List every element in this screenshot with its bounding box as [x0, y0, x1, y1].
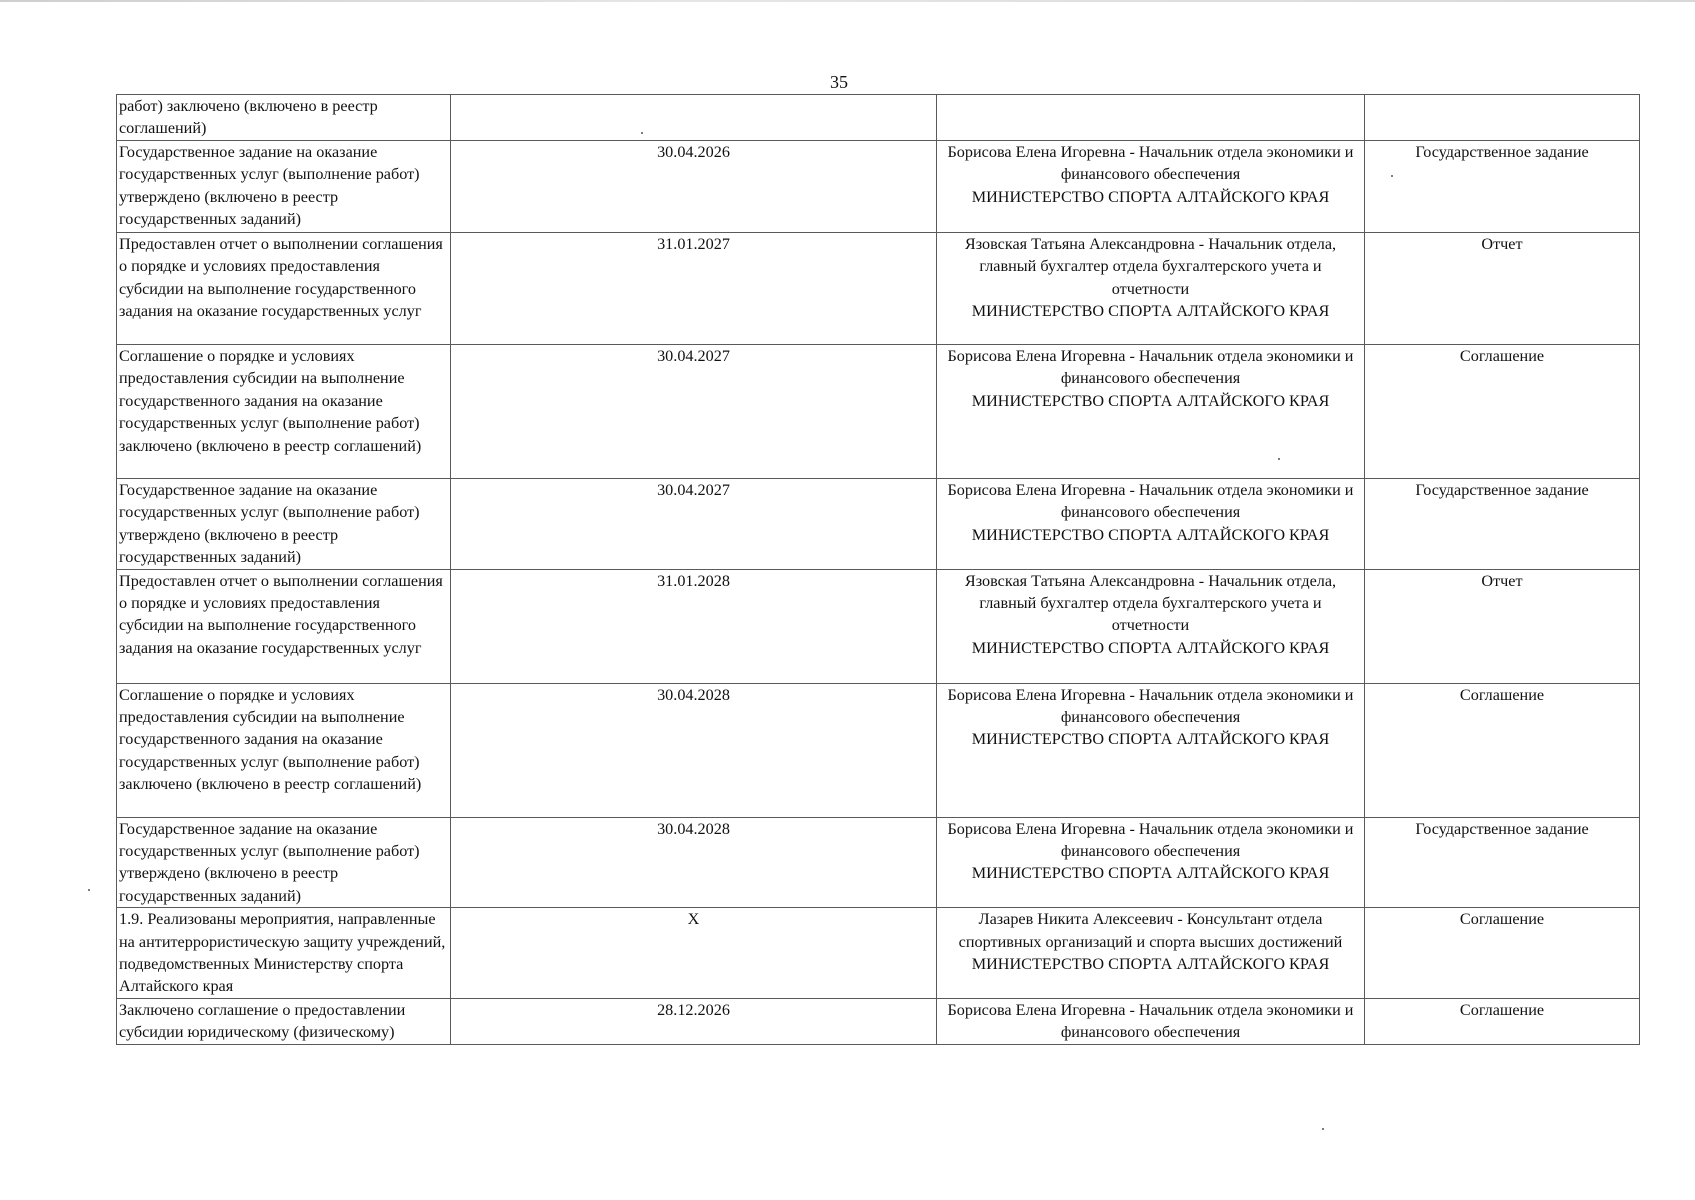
date-cell: 30.04.2026	[451, 141, 937, 233]
document-type-cell: Государственное задание	[1365, 817, 1640, 908]
date-cell: 30.04.2028	[451, 683, 937, 817]
scan-top-edge	[0, 0, 1695, 2]
date-cell: 30.04.2028	[451, 817, 937, 908]
result-cell: Государственное задание на оказание государственных услуг (выполнение работ) утверждено (включено в реестр государственных заданий)	[117, 141, 451, 233]
responsible-cell	[937, 569, 1365, 683]
document-type-cell: Соглашение	[1365, 683, 1640, 817]
scan-speck	[88, 889, 90, 891]
responsible-person: Лазарев Никита Алексеевич - Консультант отдела спортивных организаций и спорта высших достижений	[958, 910, 1343, 951]
responsible-cell	[937, 479, 1365, 570]
responsible-organization: МИНИСТЕРСТВО СПОРТА АЛТАЙСКОГО КРАЯ	[971, 864, 1330, 883]
table-row	[117, 569, 1640, 683]
date-cell: 30.04.2027	[451, 479, 937, 570]
result-cell: Государственное задание на оказание государственных услуг (выполнение работ) утверждено (включено в реестр государственных заданий)	[117, 479, 451, 570]
responsible-organization: МИНИСТЕРСТВО СПОРТА АЛТАЙСКОГО КРАЯ	[971, 187, 1330, 206]
responsible-cell	[937, 95, 1365, 141]
result-cell: Соглашение о порядке и условиях предоставления субсидии на выполнение государственного задания на оказание государственных услуг (выполнение работ) заключено (включено в реестр соглашений)	[117, 683, 451, 817]
scan-speck	[1391, 175, 1393, 177]
document-type-cell: Государственное задание	[1365, 479, 1640, 570]
page-number: 35	[830, 72, 848, 92]
table-row	[117, 908, 1640, 999]
scan-speck	[641, 132, 643, 134]
responsible-cell	[937, 141, 1365, 233]
result-cell: Заключено соглашение о предоставлении субсидии юридическому (физическому)	[117, 998, 451, 1044]
table-row	[117, 141, 1640, 233]
responsible-organization: МИНИСТЕРСТВО СПОРТА АЛТАЙСКОГО КРАЯ	[971, 302, 1330, 321]
result-cell: 1.9. Реализованы мероприятия, направленные на антитеррористическую защиту учреждений, подведомственных Министерству спорта Алтайского края	[117, 908, 451, 999]
document-type-cell	[1365, 95, 1640, 141]
responsible-person: Борисова Елена Игоревна - Начальник отдела экономики и финансового обеспечения	[947, 685, 1354, 727]
scan-speck	[1322, 1128, 1324, 1130]
scan-speck	[1278, 458, 1280, 460]
result-cell: Предоставлен отчет о выполнении соглашения о порядке и условиях предоставления субсидии на выполнение государственного задания на оказание государственных услуг	[117, 569, 451, 683]
date-cell: 30.04.2027	[451, 345, 937, 479]
result-cell: Государственное задание на оказание государственных услуг (выполнение работ) утверждено (включено в реестр государственных заданий)	[117, 817, 451, 908]
responsible-person: Борисова Елена Игоревна - Начальник отдела экономики и финансового обеспечения	[947, 143, 1354, 184]
responsible-cell	[937, 908, 1365, 999]
document-type-cell: Государственное задание	[1365, 141, 1640, 233]
document-type-cell: Соглашение	[1365, 908, 1640, 999]
document-type-cell: Соглашение	[1365, 998, 1640, 1044]
responsible-cell	[937, 233, 1365, 345]
responsible-organization: МИНИСТЕРСТВО СПОРТА АЛТАЙСКОГО КРАЯ	[971, 955, 1330, 974]
responsible-person: Борисова Елена Игоревна - Начальник отдела экономики и финансового обеспечения	[947, 1000, 1354, 1042]
date-cell: 31.01.2028	[451, 569, 937, 683]
date-cell	[451, 95, 937, 141]
date-cell: 31.01.2027	[451, 233, 937, 345]
responsible-cell	[937, 683, 1365, 817]
result-cell: работ) заключено (включено в реестр соглашений)	[117, 95, 451, 141]
result-cell: Соглашение о порядке и условиях предоставления субсидии на выполнение государственного задания на оказание государственных услуг (выполнение работ) заключено (включено в реестр соглашений)	[117, 345, 451, 479]
responsible-organization: МИНИСТЕРСТВО СПОРТА АЛТАЙСКОГО КРАЯ	[971, 638, 1330, 657]
responsible-person: Борисова Елена Игоревна - Начальник отдела экономики и финансового обеспечения	[947, 347, 1354, 388]
table-row	[117, 817, 1640, 908]
responsible-person: Язовская Татьяна Александровна - Начальник отдела, главный бухгалтер отдела бухгалтерского учета и отчетности	[964, 235, 1337, 298]
responsible-organization: МИНИСТЕРСТВО СПОРТА АЛТАЙСКОГО КРАЯ	[971, 525, 1330, 544]
responsible-person: Язовская Татьяна Александровна - Начальник отдела, главный бухгалтер отдела бухгалтерского учета и отчетности	[964, 571, 1337, 635]
responsible-organization: МИНИСТЕРСТВО СПОРТА АЛТАЙСКОГО КРАЯ	[971, 730, 1330, 749]
responsible-organization: МИНИСТЕРСТВО СПОРТА АЛТАЙСКОГО КРАЯ	[971, 391, 1330, 410]
document-type-cell: Отчет	[1365, 233, 1640, 345]
responsible-cell	[937, 817, 1365, 908]
responsible-cell	[937, 345, 1365, 479]
table-row	[117, 479, 1640, 570]
responsible-cell	[937, 998, 1365, 1044]
responsible-person: Борисова Елена Игоревна - Начальник отдела экономики и финансового обеспечения	[947, 819, 1354, 861]
table-row	[117, 998, 1640, 1044]
responsible-person: Борисова Елена Игоревна - Начальник отдела экономики и финансового обеспечения	[947, 481, 1354, 522]
date-cell: X	[451, 908, 937, 999]
table-row	[117, 95, 1640, 141]
date-cell: 28.12.2026	[451, 998, 937, 1044]
plan-table	[116, 94, 1640, 1045]
document-type-cell: Отчет	[1365, 569, 1640, 683]
document-type-cell: Соглашение	[1365, 345, 1640, 479]
table-row	[117, 345, 1640, 479]
table-row	[117, 683, 1640, 817]
result-cell: Предоставлен отчет о выполнении соглашения о порядке и условиях предоставления субсидии на выполнение государственного задания на оказание государственных услуг	[117, 233, 451, 345]
table-row	[117, 233, 1640, 345]
